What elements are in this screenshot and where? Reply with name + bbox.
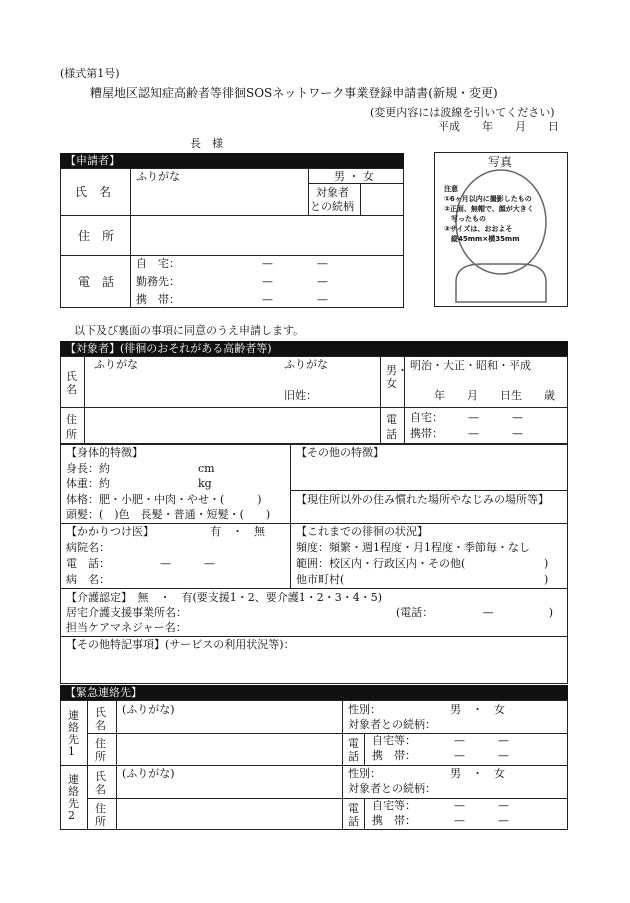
- contact-1-mobile: 携 帯：: [372, 749, 416, 762]
- contact-2-gender-label: 性別：: [348, 767, 381, 780]
- contact-2-home-phone-field[interactable]: — —: [454, 799, 509, 812]
- wandering-other-city-close: ): [544, 573, 549, 586]
- applicant-address-field[interactable]: [132, 217, 402, 253]
- familiar-places-field[interactable]: [292, 508, 566, 522]
- photo-note-3: ③サイズは、おおよそ: [444, 225, 513, 233]
- photo-note-2: ②正面、無帽で、顔が大きく: [444, 205, 534, 213]
- applicant-work-label: 勤務先：: [136, 275, 180, 288]
- applicant-name-field[interactable]: [132, 185, 306, 213]
- wandering-range-close: ): [544, 557, 549, 570]
- contact-1-mobile-phone-field[interactable]: — —: [454, 749, 509, 762]
- contact-1-address-field[interactable]: [118, 735, 340, 763]
- contact-1-name-label: 氏名: [95, 706, 106, 732]
- subject-mobile-phone-field[interactable]: — —: [468, 427, 523, 440]
- applicant-home-label: 自 宅：: [136, 257, 180, 270]
- subject-former-surname: 旧姓：: [284, 389, 317, 402]
- other-features-label: 【その他の特徴】: [296, 446, 384, 459]
- physical-weight[interactable]: 体重：約 kg: [66, 477, 212, 490]
- wandering-frequency[interactable]: 頻度：頻繁・週1程度・月1程度・季節毎・なし: [296, 541, 530, 554]
- wandering-range[interactable]: 範囲：校区内・行政区内・その他(: [296, 557, 466, 570]
- contact-1-home: 自宅等：: [372, 734, 416, 747]
- contact-1-phone-label: 電話: [348, 737, 359, 763]
- doctor-phone[interactable]: 電 話：: [66, 557, 110, 570]
- contact-2-label: 連絡先2: [68, 773, 79, 822]
- contact-2-name-label: 氏名: [95, 770, 106, 796]
- subject-mobile-label: 携帯：: [410, 427, 443, 440]
- applicant-name-label: 氏 名: [75, 185, 112, 199]
- doctor-options[interactable]: 有 ・ 無: [210, 525, 265, 538]
- subject-era-options[interactable]: 明治・大正・昭和・平成: [410, 359, 531, 372]
- subject-name-label: 氏名: [66, 370, 77, 396]
- doctor-hospital[interactable]: 病院名：: [66, 541, 110, 554]
- doctor-disease[interactable]: 病 名：: [66, 573, 110, 586]
- contact-1-gender-options[interactable]: 男 ・ 女: [450, 703, 505, 716]
- addressee: 長 様: [190, 137, 223, 150]
- contact-2-address-label: 住所: [95, 802, 106, 828]
- applicant-address-label: 住 所: [78, 229, 115, 243]
- doctor-label: 【かかりつけ医】: [66, 525, 154, 538]
- subject-phone-label: 電話: [386, 413, 397, 441]
- applicant-work-phone-field[interactable]: — —: [262, 275, 328, 288]
- care-office[interactable]: 居宅介護支援事業所名：: [66, 606, 187, 619]
- physical-build[interactable]: 体格：肥・小肥・中肉・やせ・( ): [66, 493, 262, 506]
- applicant-section-header: 【申請者】: [60, 153, 404, 168]
- physical-label: 【身体的特徴】: [66, 446, 143, 459]
- contact-1-home-phone-field[interactable]: — —: [454, 734, 509, 747]
- physical-hair[interactable]: 頭髪：( )色 長髪・普通・短髪・( ): [66, 508, 271, 521]
- applicant-mobile-phone-field[interactable]: — —: [262, 293, 328, 306]
- subject-birth-line[interactable]: 年 月 日生 歳: [434, 389, 555, 402]
- subject-home-label: 自宅：: [410, 411, 443, 424]
- care-certification[interactable]: 【介護認定】 無 ・ 有(要支援1・2、要介護1・2・3・4・5): [66, 591, 383, 604]
- consent-text: 以下及び裏面の事項に同意のうえ申請します。: [74, 324, 305, 337]
- date-line: 平成 年 月 日: [438, 120, 559, 133]
- subject-home-phone-field[interactable]: — —: [468, 411, 523, 424]
- contact-2-home: 自宅等：: [372, 799, 416, 812]
- photo-note-head: 注意: [444, 185, 458, 193]
- applicant-mobile-label: 携 帯：: [136, 293, 180, 306]
- doctor-phone-dash: — —: [160, 557, 215, 570]
- subject-address-field[interactable]: [86, 409, 378, 442]
- contact-1-label: 連絡先1: [68, 709, 79, 758]
- contact-1-relation[interactable]: 対象者との続柄：: [348, 718, 436, 731]
- contact-1-gender-label: 性別：: [348, 703, 381, 716]
- applicant-gender-options[interactable]: 男 ・ 女: [334, 170, 374, 183]
- wandering-other-city[interactable]: 他市町村(: [296, 573, 345, 586]
- applicant-home-phone-field[interactable]: — —: [262, 257, 328, 270]
- subject-furigana-1: ふりがな: [94, 358, 138, 371]
- contact-2-address-field[interactable]: [118, 800, 340, 828]
- photo-note-1: ①6ヶ月以内に撮影したもの: [444, 195, 532, 203]
- physical-height[interactable]: 身長：約 cm: [66, 462, 215, 475]
- care-manager[interactable]: 担当ケアマネジャー名：: [66, 621, 187, 634]
- applicant-relation-field[interactable]: [362, 185, 402, 213]
- wandering-label: 【これまでの徘徊の状況】: [296, 525, 428, 538]
- subject-section-header: 【対象者】(徘徊のおそれがある高齢者等): [60, 341, 568, 356]
- applicant-relation-label-2: との続柄: [310, 200, 354, 213]
- care-office-phone[interactable]: (電話： — ): [396, 606, 554, 619]
- subject-gender-options[interactable]: 男・女: [386, 364, 408, 390]
- change-note: (変更内容には波線を引いてください): [370, 106, 555, 119]
- form-title: 糟屋地区認知症高齢者等徘徊SOSネットワーク事業登録申請書(新規・変更): [90, 86, 498, 100]
- photo-note-3b: 縦45mm×横35mm: [444, 235, 520, 243]
- subject-name-field[interactable]: [86, 372, 376, 405]
- contact-2-furigana: (ふりがな): [122, 767, 175, 780]
- photo-note-2b: 写ったもの: [444, 215, 486, 223]
- applicant-phone-label: 電 話: [78, 275, 115, 289]
- special-notes-field[interactable]: [62, 653, 566, 682]
- familiar-places-label: 【現住所以外の住み慣れた場所やなじみの場所等】: [296, 493, 549, 506]
- contact-2-name-field[interactable]: [118, 782, 340, 796]
- emergency-section-header: 【緊急連絡先】: [60, 685, 568, 700]
- other-features-field[interactable]: [292, 461, 566, 488]
- contact-1-address-label: 住所: [95, 737, 106, 763]
- contact-2-relation[interactable]: 対象者との続柄：: [348, 782, 436, 795]
- contact-1-furigana: (ふりがな): [122, 703, 175, 716]
- contact-1-name-field[interactable]: [118, 718, 340, 732]
- contact-2-mobile-phone-field[interactable]: — —: [454, 814, 509, 827]
- applicant-furigana-label: ふりがな: [136, 170, 180, 183]
- contact-2-mobile: 携 帯：: [372, 814, 416, 827]
- photo-title: 写真: [488, 155, 513, 169]
- form-number: (様式第1号): [60, 67, 120, 80]
- special-notes-label: 【その他特記事項】(サービスの利用状況等)：: [66, 638, 295, 651]
- subject-address-label: 住所: [66, 413, 77, 441]
- contact-2-phone-label: 電話: [348, 802, 359, 828]
- subject-furigana-2: ふりがな: [284, 358, 328, 371]
- contact-2-gender-options[interactable]: 男 ・ 女: [450, 767, 505, 780]
- applicant-relation-label-1: 対象者: [316, 186, 349, 199]
